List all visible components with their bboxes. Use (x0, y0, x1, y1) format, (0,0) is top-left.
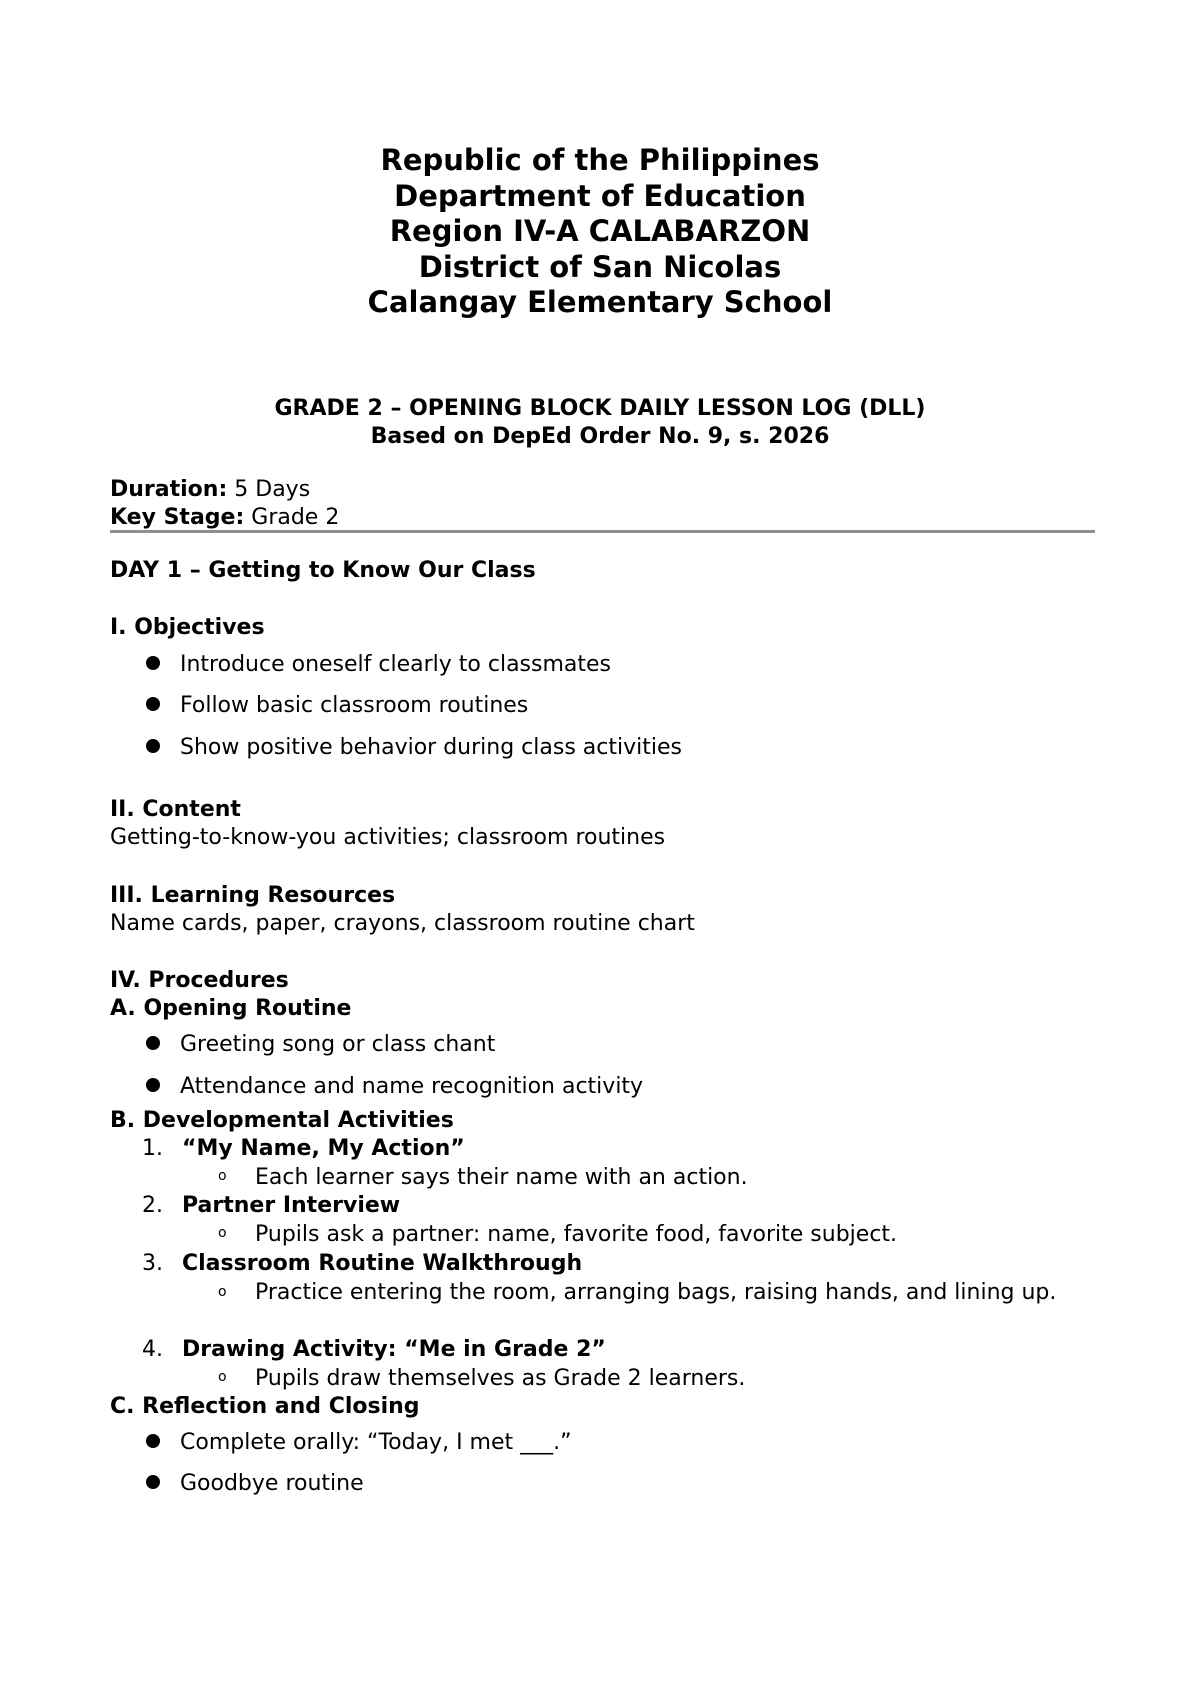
resources-text: Name cards, paper, crayons, classroom routine chart (110, 911, 695, 936)
bullet-icon (146, 1078, 160, 1092)
activity-item: 2. Partner Interview (142, 1193, 401, 1218)
key-stage-value: Grade 2 (251, 505, 340, 530)
dll-subtitle: Based on DepEd Order No. 9, s. 2026 (370, 424, 830, 449)
duration-line (110, 477, 310, 502)
letterhead-district: District of San Nicolas (418, 249, 782, 284)
objective-item: Follow basic classroom routines (146, 693, 528, 718)
duration-value: 5 Days (234, 477, 311, 502)
letterhead-republic: Republic of the Philippines (380, 143, 820, 177)
sub-bullet-icon: o (218, 1225, 227, 1241)
day-title: DAY 1 – Getting to Know Our Class (110, 558, 536, 583)
opening-routine-heading: A. Opening Routine (110, 996, 352, 1021)
sub-bullet-icon: o (218, 1168, 227, 1184)
activity-item: 4. Drawing Activity: “Me in Grade 2” (142, 1337, 606, 1362)
objectives-heading: I. Objectives (110, 615, 265, 640)
divider-rule (110, 530, 1095, 533)
activity-detail: o Pupils draw themselves as Grade 2 learners. (218, 1366, 746, 1391)
bullet-icon (146, 1434, 160, 1448)
content-heading: II. Content (110, 797, 241, 822)
bullet-icon (146, 1036, 160, 1050)
bullet-icon (146, 1475, 160, 1489)
procedures-heading: IV. Procedures (110, 968, 289, 993)
activity-item: 1. “My Name, My Action” (142, 1136, 465, 1161)
activity-detail: o Each learner says their name with an action. (218, 1165, 748, 1190)
key-stage-line (110, 505, 339, 530)
objective-item: Introduce oneself clearly to classmates (146, 652, 611, 677)
developmental-heading: B. Developmental Activities (110, 1108, 454, 1133)
content-text: Getting-to-know-you activities; classroom routines (110, 825, 666, 850)
dll-title: GRADE 2 – OPENING BLOCK DAILY LESSON LOG (DLL) (274, 396, 926, 421)
bullet-icon (146, 739, 160, 753)
opening-item: Greeting song or class chant (146, 1032, 495, 1057)
key-stage-label: Key Stage: (110, 505, 245, 530)
letterhead (0, 143, 1200, 321)
activity-detail: o Pupils ask a partner: name, favorite food, favorite subject. (218, 1222, 898, 1247)
reflection-item: Goodbye routine (146, 1471, 364, 1496)
activity-detail: o Practice entering the room, arranging bags, raising hands, and lining up. (218, 1280, 1057, 1305)
resources-heading: III. Learning Resources (110, 883, 396, 908)
opening-item: Attendance and name recognition activity (146, 1074, 643, 1099)
duration-label: Duration: (110, 477, 228, 502)
sub-bullet-icon: o (218, 1284, 227, 1300)
sub-bullet-icon: o (218, 1369, 227, 1385)
reflection-heading: C. Reflection and Closing (110, 1394, 420, 1419)
reflection-item: Complete orally: “Today, I met ___.” (146, 1430, 572, 1455)
activity-item: 3. Classroom Routine Walkthrough (142, 1251, 583, 1276)
letterhead-region: Region IV-A CALABARZON (389, 214, 811, 248)
letterhead-department: Department of Education (394, 178, 806, 213)
bullet-icon (146, 656, 160, 670)
letterhead-school: Calangay Elementary School (367, 285, 833, 319)
objective-item: Show positive behavior during class activities (146, 735, 682, 760)
bullet-icon (146, 697, 160, 711)
dll-title-block (0, 395, 1200, 451)
